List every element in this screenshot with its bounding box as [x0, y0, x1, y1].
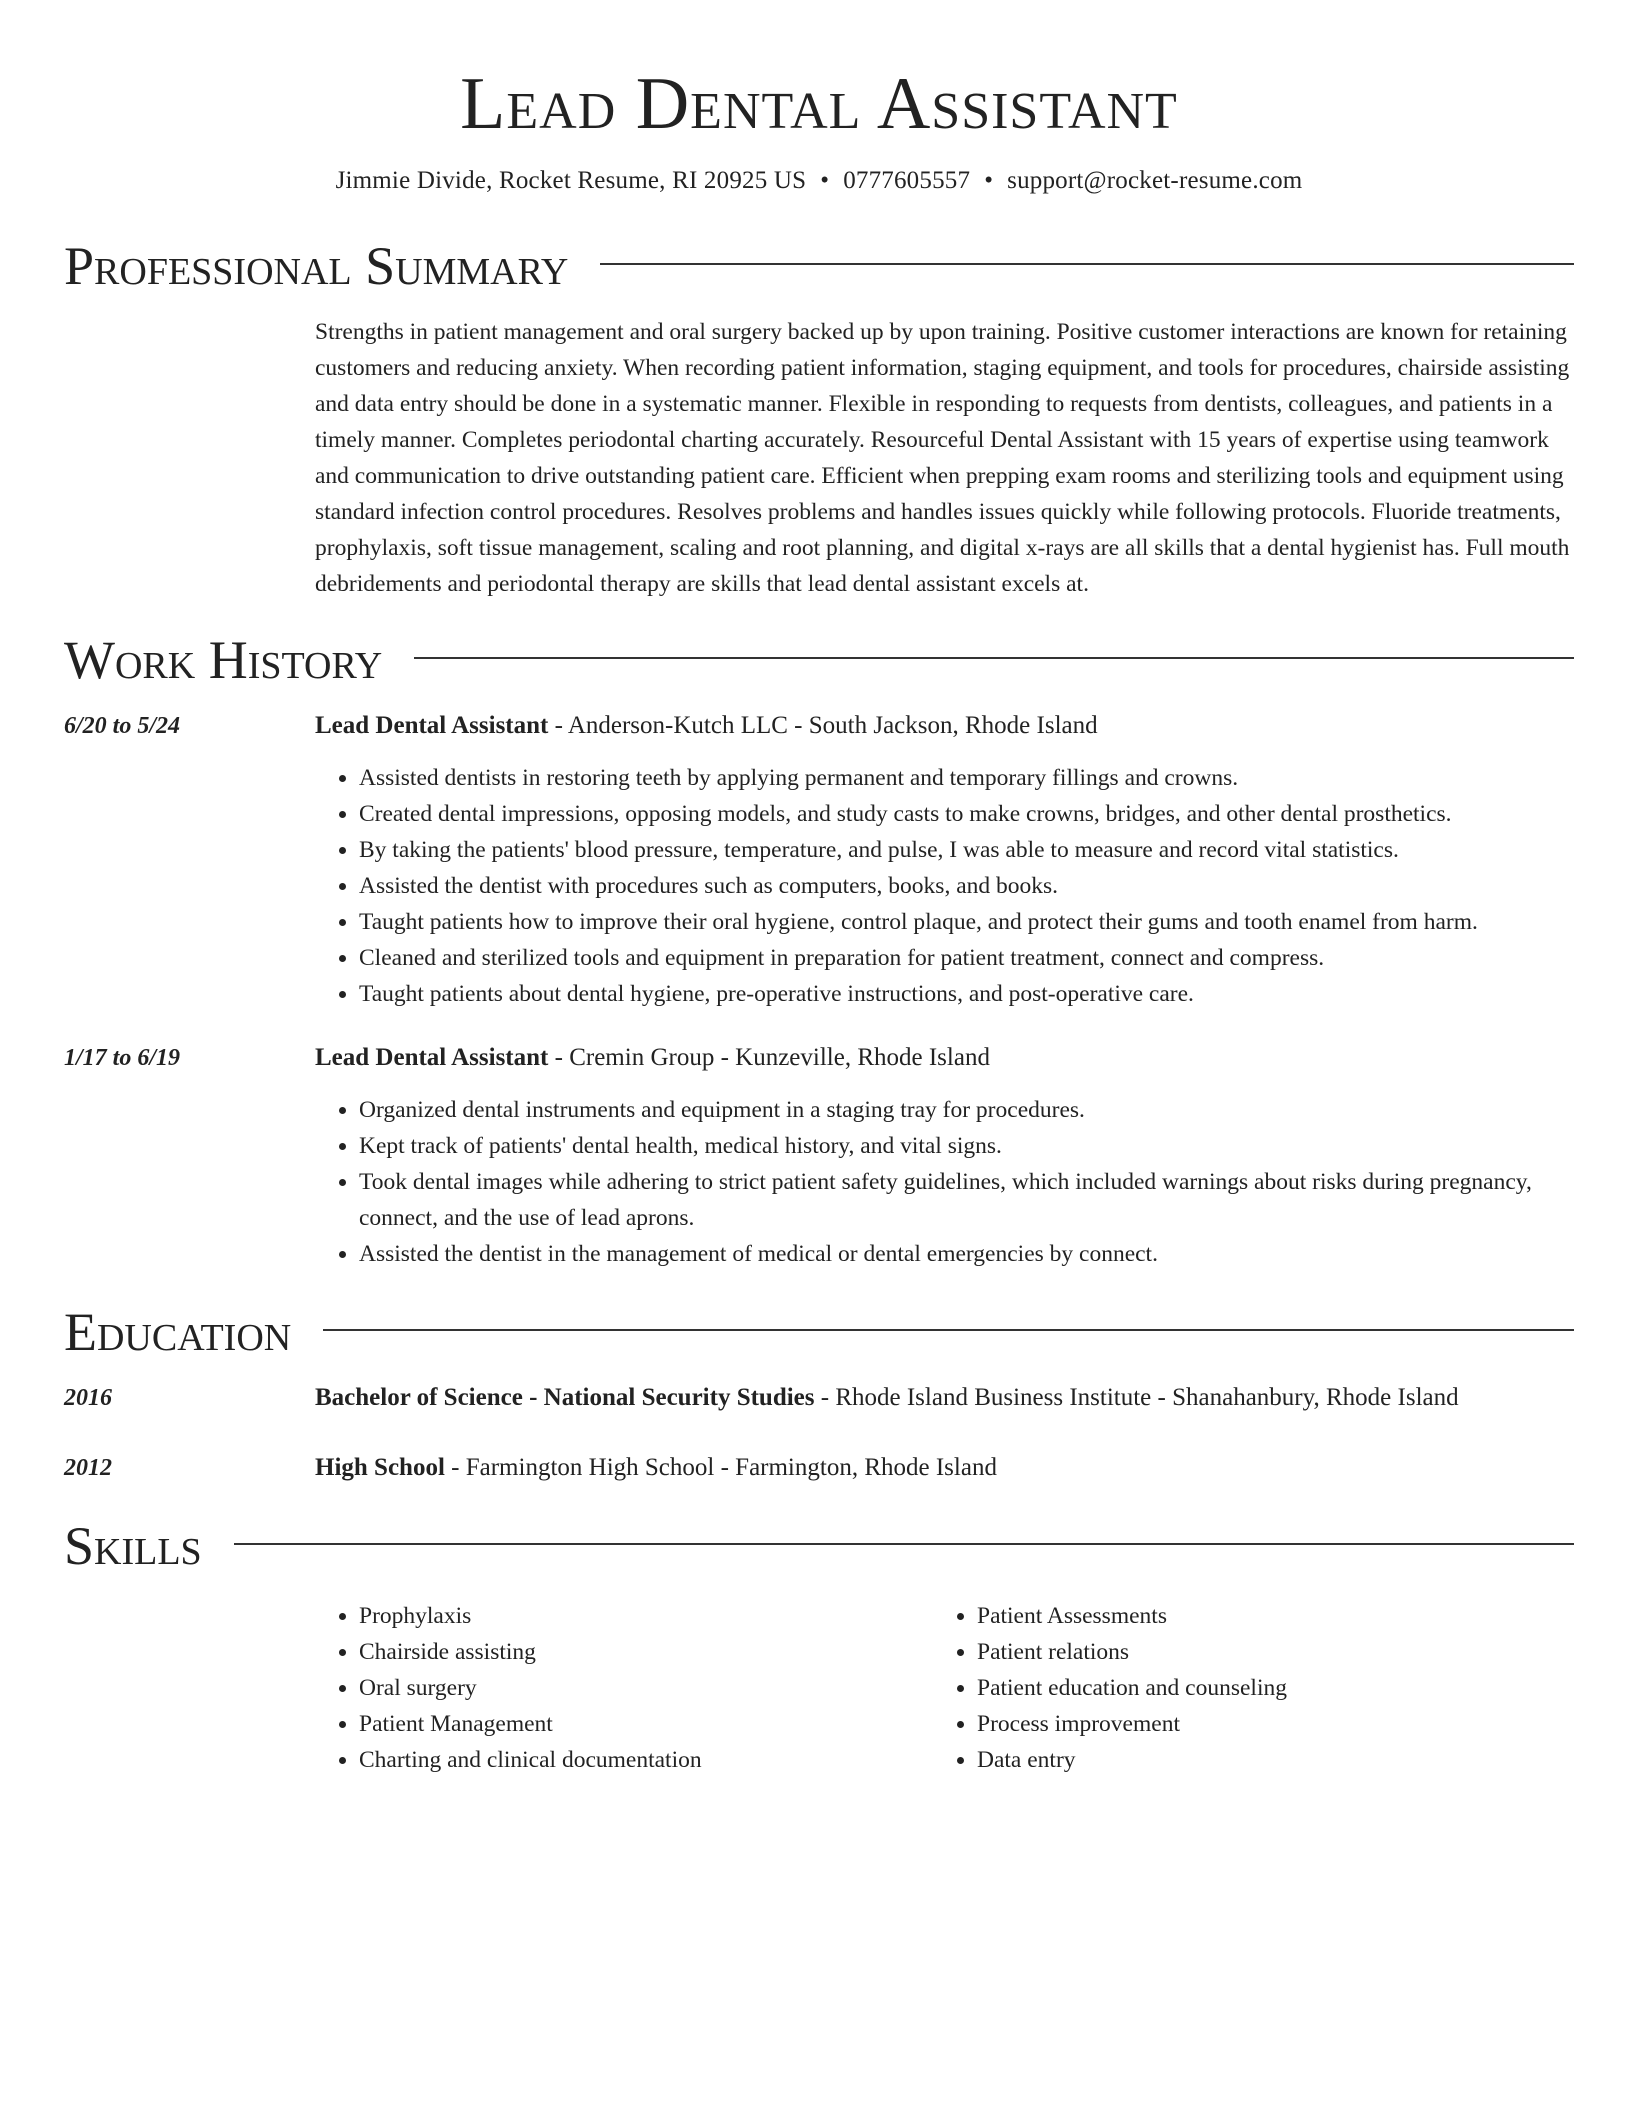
skills-column-left [315, 1598, 933, 1778]
skill-item: • Patient Management [359, 1706, 933, 1742]
list-item: • Kept track of patients' dental health, medical history, and vital signs. [359, 1128, 1574, 1164]
skill-item: • Patient Assessments [977, 1598, 1537, 1634]
job-entry [64, 1038, 1574, 1272]
education-entry [64, 1448, 1574, 1488]
list-item: • Taught patients about dental hygiene, pre-operative instructions, and post-operative care. [359, 976, 1574, 1012]
education-details: - Farmington High School - Farmington, Rhode Island [444, 1454, 997, 1481]
list-item: • Assisted the dentist with procedures such as computers, books, and books. [359, 868, 1574, 904]
skills-section-header [64, 1514, 1574, 1578]
skill-item: • Oral surgery [359, 1670, 933, 1706]
resume-page [64, 0, 1574, 1778]
education-year: 2012 [64, 1455, 112, 1481]
summary-text: Strengths in patient management and oral surgery backed up by upon training. Positive customer interactions are known for retaining customers and reducing anxiety. When recording patient information, staging equipment, and tools for procedures, chairside assisting and data entry should be done in a systematic manner. Flexible in responding to requests from dentists, colleagues, and patients in a timely manner. Completes periodontal charting accurately. Resourceful Dental Assistant with 15 years of expertise using teamwork and communication to drive outstanding patient care. Efficient when prepping exam rooms and sterilizing tools and equipment using standard infection control procedures. Resolves problems and handles issues quickly while following protocols. Fluoride treatments, prophylaxis, soft tissue management, scaling and root planning, and digital x-rays are all skills that a dental hygienist has. Full mouth debridements and periodontal therapy are skills that lead dental assistant excels at. [315, 319, 1570, 597]
section-divider [414, 657, 1574, 659]
contact-phone: 0777605557 [843, 167, 971, 194]
job-dates: 6/20 to 5/24 [64, 713, 181, 739]
section-divider [600, 263, 1574, 265]
job-details: - Anderson-Kutch LLC - South Jackson, Rhode Island [548, 712, 1098, 739]
skill-item: • Process improvement [977, 1706, 1537, 1742]
skill-item: • Charting and clinical documentation [359, 1742, 933, 1778]
list-item: • Taught patients how to improve their oral hygiene, control plaque, and protect their gums and tooth enamel from harm. [359, 904, 1574, 940]
job-headline [315, 1038, 1574, 1078]
work-section-header [64, 628, 1574, 692]
education-headline [315, 1378, 1574, 1418]
skills-list [315, 1598, 1574, 1778]
job-bullets [315, 760, 1574, 1012]
contact-line [64, 164, 1574, 198]
section-divider [323, 1329, 1574, 1331]
contact-address: Jimmie Divide, Rocket Resume, RI 20925 US [335, 167, 807, 194]
job-headline [315, 706, 1574, 746]
education-headline [315, 1448, 1574, 1488]
contact-email: support@rocket-resume.com [1007, 167, 1303, 194]
list-item: • Created dental impressions, opposing models, and study casts to make crowns, bridges, and other dental prosthetics. [359, 796, 1574, 832]
summary-section-header [64, 234, 1574, 298]
job-dates: 1/17 to 6/19 [64, 1045, 181, 1071]
skill-item: • Patient relations [977, 1634, 1537, 1670]
skills-column-right [933, 1598, 1537, 1778]
education-details: - Rhode Island Business Institute - Shanahanbury, Rhode Island [814, 1384, 1459, 1411]
education-degree: High School [315, 1454, 445, 1481]
skill-item: • Chairside assisting [359, 1634, 933, 1670]
list-item: • Assisted the dentist in the management of medical or dental emergencies by connect. [359, 1236, 1574, 1272]
job-title: Lead Dental Assistant [315, 712, 549, 739]
education-year: 2016 [64, 1385, 112, 1411]
education-heading: Education [64, 1302, 292, 1362]
skill-item: • Data entry [977, 1742, 1537, 1778]
skill-item: • Prophylaxis [359, 1598, 933, 1634]
section-divider [234, 1543, 1574, 1545]
job-details: - Cremin Group - Kunzeville, Rhode Island [548, 1044, 990, 1071]
resume-title: Lead Dental Assistant [460, 63, 1178, 145]
contact-separator: • [820, 167, 830, 194]
education-entry [64, 1378, 1574, 1418]
summary-heading: Professional Summary [64, 236, 569, 296]
education-degree: Bachelor of Science - National Security Studies [315, 1384, 815, 1411]
list-item: • Cleaned and sterilized tools and equipment in preparation for patient treatment, connect and compress. [359, 940, 1574, 976]
job-bullets [315, 1092, 1574, 1272]
contact-separator: • [984, 167, 994, 194]
work-heading: Work History [64, 630, 383, 690]
job-entry [64, 706, 1574, 1012]
list-item: • By taking the patients' blood pressure, temperature, and pulse, I was able to measure and record vital statistics. [359, 832, 1574, 868]
education-section-header [64, 1300, 1574, 1364]
skills-heading: Skills [64, 1516, 202, 1576]
list-item: • Organized dental instruments and equipment in a staging tray for procedures. [359, 1092, 1574, 1128]
job-title: Lead Dental Assistant [315, 1044, 549, 1071]
list-item: • Took dental images while adhering to strict patient safety guidelines, which included warnings about risks during pregnancy, connect, and the use of lead aprons. [359, 1164, 1574, 1236]
skill-item: • Patient education and counseling [977, 1670, 1537, 1706]
list-item: • Assisted dentists in restoring teeth by applying permanent and temporary fillings and crowns. [359, 760, 1574, 796]
